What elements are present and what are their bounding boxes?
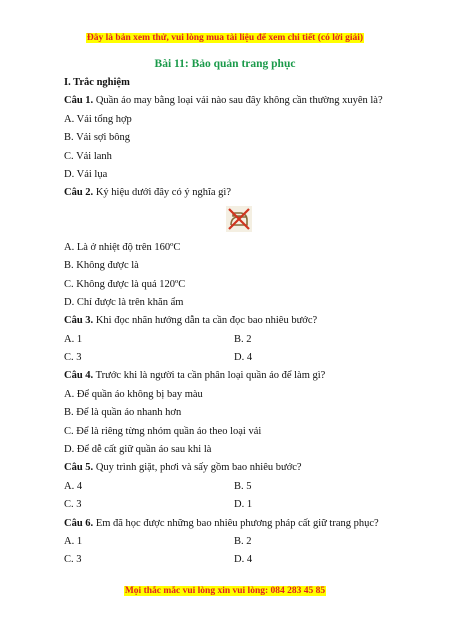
option-d: D. 4 (234, 352, 253, 364)
question-number: Câu 1. (64, 95, 94, 107)
option-d: D. 4 (234, 554, 253, 566)
preview-banner-text: Đây là bản xem thử, vui lòng mua tài liệu để xem chi tiết (có lời giải) (86, 33, 364, 43)
option-b: B. 5 (234, 480, 252, 492)
option-a: A. 1 (64, 535, 83, 547)
question-text: Khi đọc nhãn hướng dẫn ta cần đọc bao nhiêu bước? (95, 315, 318, 327)
options-row (64, 331, 404, 349)
question-text: Em đã học được những bao nhiêu phương pháp cất giữ trang phục? (95, 517, 379, 529)
question-6 (64, 515, 404, 533)
quiz-content (64, 74, 404, 570)
question-number: Câu 4. (64, 370, 94, 382)
question-text: Quần áo may bằng loại vải nào sau đây không cần thường xuyên là? (95, 95, 383, 107)
option-a: A. 4 (64, 480, 83, 492)
option-c: C. 3 (64, 352, 82, 364)
question-number: Câu 6. (64, 517, 94, 529)
question-number: Câu 5. (64, 462, 94, 474)
question-1 (64, 92, 404, 110)
question-3 (64, 312, 404, 330)
option-d: D. Để dễ cất giữ quần áo sau khi là (64, 444, 212, 456)
option-c: C. 3 (64, 554, 82, 566)
option-c: C. 3 (64, 499, 82, 511)
question-text: Quy trình giặt, phơi và sấy gồm bao nhiêu bước? (95, 462, 302, 474)
crossed-out-iron-icon (226, 206, 252, 235)
section-heading: I. Trắc nghiệm (64, 77, 130, 88)
option-c: C. Vải lanh (64, 150, 112, 162)
option-b: B. Không được là (64, 260, 139, 272)
question-text: Ký hiệu dưới đây có ý nghĩa gì? (95, 187, 231, 199)
options-row (64, 551, 404, 569)
option-d: D. 1 (234, 499, 253, 511)
option-a: A. 1 (64, 333, 83, 345)
question-4 (64, 367, 404, 385)
option-b: B. 2 (234, 333, 252, 345)
option-b: B. Vải sợi bông (64, 132, 131, 144)
option-a: A. Vải tổng hợp (64, 113, 132, 125)
contact-footer (0, 586, 450, 596)
question-5 (64, 459, 404, 477)
options-row (64, 533, 404, 551)
option-b: B. Để là quần áo nhanh hơn (64, 407, 182, 419)
question-2 (64, 184, 404, 202)
care-symbol (64, 203, 404, 239)
contact-footer-text: Mọi thắc mắc vui lòng xin vui lòng: 084 283 45 85 (124, 586, 326, 596)
options-row (64, 478, 404, 496)
option-b: B. 2 (234, 535, 252, 547)
question-number: Câu 2. (64, 187, 94, 199)
option-d: D. Vải lụa (64, 168, 108, 180)
question-text: Trước khi là người ta cần phân loại quần áo để làm gì? (95, 370, 326, 382)
preview-banner (0, 33, 450, 43)
option-a: A. Để quần áo không bị bay màu (64, 388, 203, 400)
option-a: A. Là ở nhiệt độ trên 160ºC (64, 241, 181, 253)
option-c: C. Không được là quá 120ºC (64, 278, 186, 290)
option-c: C. Để là riêng từng nhóm quần áo theo loại vải (64, 425, 262, 437)
options-row (64, 496, 404, 514)
option-d: D. Chỉ được là trên khăn ẩm (64, 296, 184, 308)
options-row (64, 349, 404, 367)
lesson-title: Bài 11: Bảo quản trang phục (154, 58, 296, 70)
question-number: Câu 3. (64, 315, 94, 327)
